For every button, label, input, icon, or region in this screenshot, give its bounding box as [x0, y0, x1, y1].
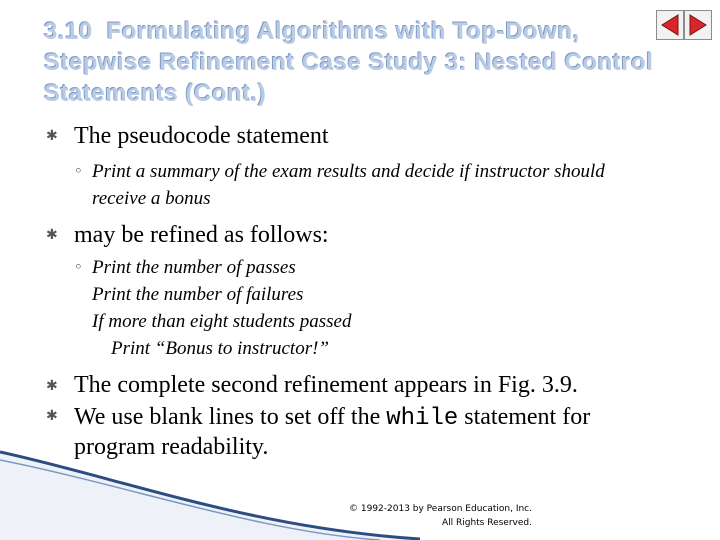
bullet-text: The pseudocode statement — [74, 123, 329, 149]
sub-bullet-text — [92, 158, 662, 212]
bullet-text: may be refined as follows: — [74, 222, 329, 248]
bullet-text-part: statement for program readability. — [74, 404, 591, 460]
slide-title — [44, 16, 654, 109]
rights-line: All Rights Reserved. — [441, 518, 532, 528]
next-slide-button[interactable] — [684, 10, 712, 40]
copyright-notice — [349, 502, 532, 530]
bullet-icon: ✱ — [46, 227, 58, 243]
pseudocode-line: Print “Bonus to instructor!” — [92, 338, 329, 359]
sub-bullet-icon: ◦ — [74, 162, 83, 180]
triangle-left-icon — [657, 11, 683, 39]
pseudocode-line: If more than eight students passed — [92, 311, 352, 332]
copyright-line: © 1992-2013 by Pearson Education, Inc. — [349, 504, 532, 514]
refined-pseudocode — [92, 254, 351, 362]
title-text: Formulating Algorithms with Top-Down, Stepwise Refinement Case Study 3: Nested Control Statements (Cont.) — [44, 18, 654, 107]
sub-bullet-icon: ◦ — [74, 258, 83, 276]
pseudocode-line: Print the number of passes — [92, 257, 296, 278]
section-number: 3.10 — [44, 18, 93, 45]
summary-pseudocode: Print a summary of the exam results and decide if instructor should receive a bonus — [92, 161, 605, 209]
bullet-icon: ✱ — [46, 378, 58, 394]
code-keyword: while — [386, 405, 459, 432]
pseudocode-line: Print the number of failures — [92, 284, 304, 305]
bullet-text-part: We use blank lines to set off the — [74, 404, 387, 430]
previous-slide-button[interactable] — [656, 10, 684, 40]
bullet-icon: ✱ — [46, 128, 58, 144]
bullet-icon: ✱ — [46, 408, 58, 424]
bullet-text: The complete second refinement appears in Fig. 3.9. — [74, 372, 578, 398]
triangle-right-icon — [685, 11, 711, 39]
